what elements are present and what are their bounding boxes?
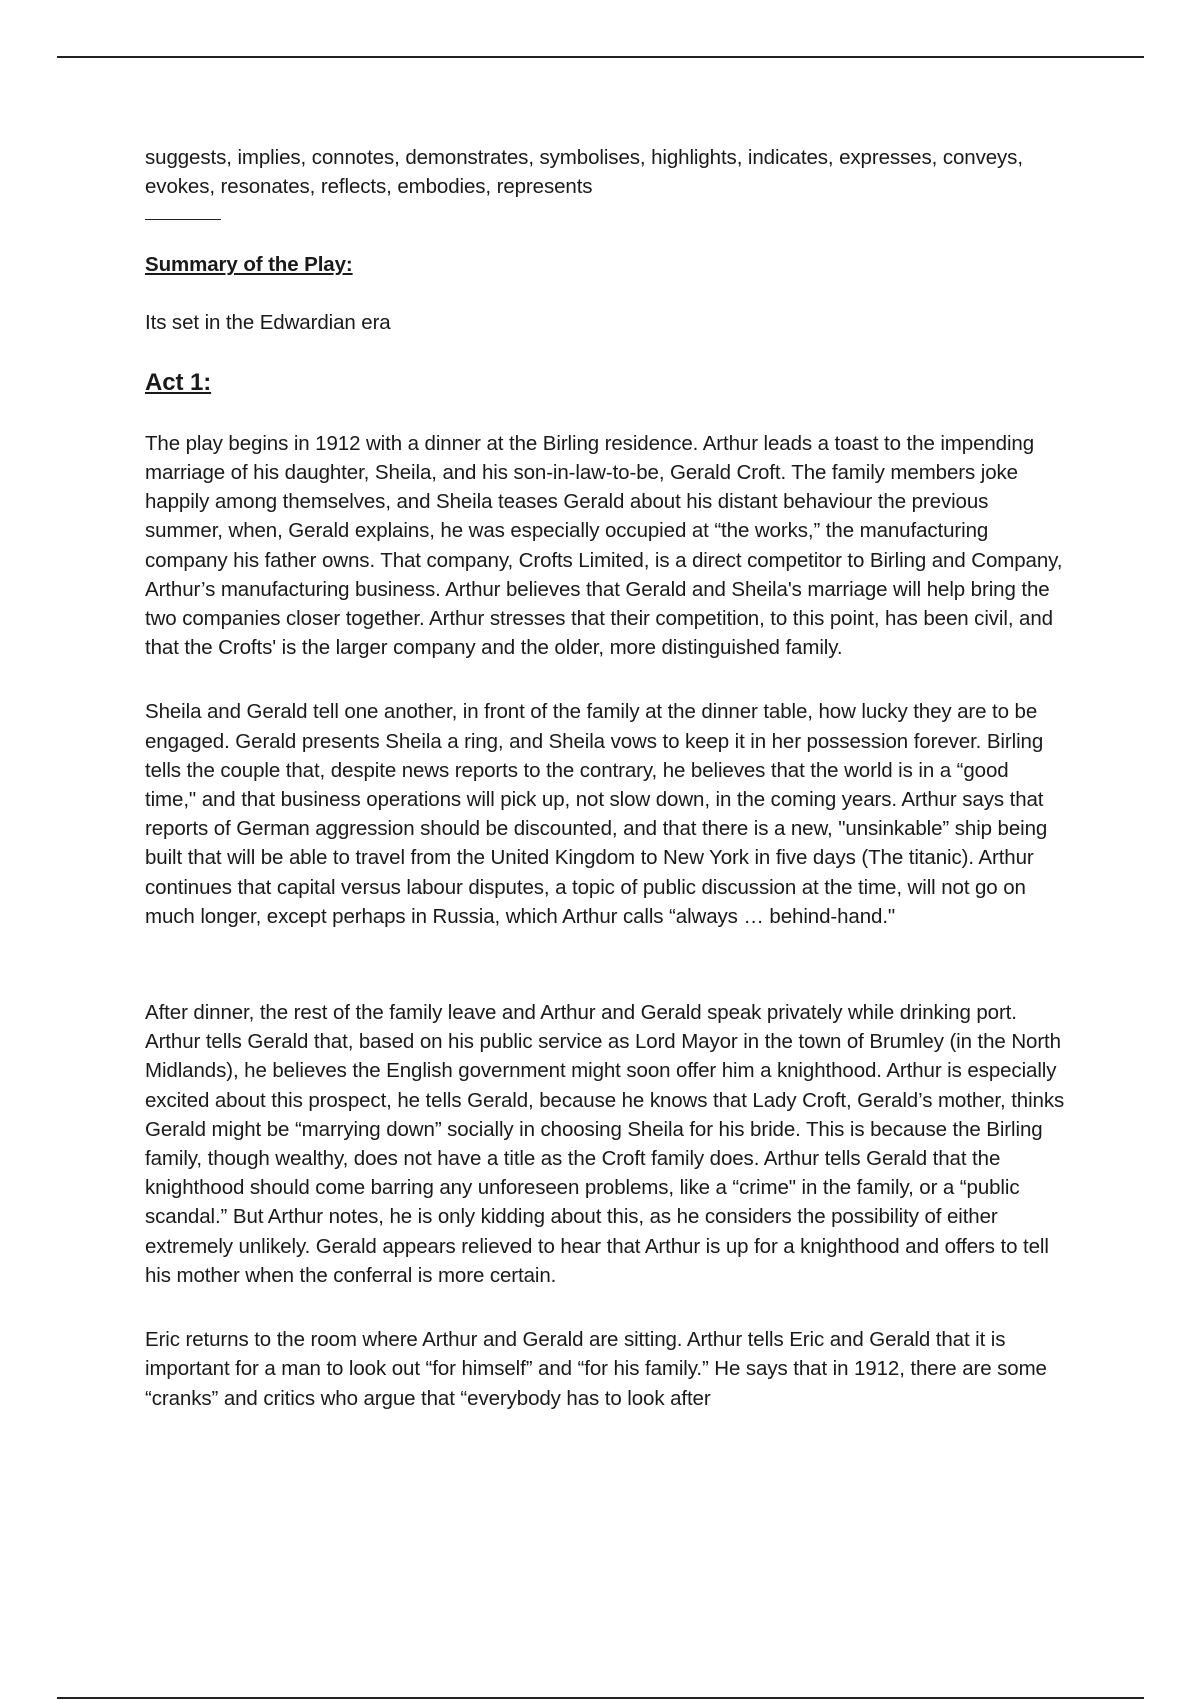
summary-heading: Summary of the Play: (145, 253, 353, 277)
paragraph-dinner: The play begins in 1912 with a dinner at the Birling residence. Arthur leads a toast to the impending marriage of his daughter, Sheila, and his son-in-law-to-be, Gerald Croft. The family members joke happily among themselves, and Sheila teases Gerald about his distant behaviour the previous summer, when, Gerald explains, he was especially occupied at “the works,” the manufacturing company his father owns. That company, Crofts Limited, is a direct competitor to Birling and Company, Arthur’s manufacturing business. Arthur believes that Gerald and Sheila's marriage will help bring the two companies closer together. Arthur stresses that their competition, to this point, has been civil, and that the Crofts' is the larger company and the older, more distinguished family. (145, 431, 1063, 660)
setting-line: Its set in the Edwardian era (145, 310, 391, 334)
bottom-page-rule (57, 1697, 1144, 1699)
paragraph-after-dinner: After dinner, the rest of the family leave and Arthur and Gerald speak privately while drinking port. Arthur tells Gerald that, based on his public service as Lord Mayor in the town of Brumley (in the North Midlands), he believes the English government might soon offer him a knighthood. Arthur is especially excited about this prospect, he tells Gerald, because he knows that Lady Croft, Gerald’s mother, thinks Gerald might be “marrying down” socially in choosing Sheila for his bride. This is because the Birling family, though wealthy, does not have a title as the Croft family does. Arthur tells Gerald that the knighthood should come barring any unforeseen problems, like a “crime" in the family, or a “public scandal.” But Arthur notes, he is only kidding about this, as he considers the possibility of either extremely unlikely. Gerald appears relieved to hear that Arthur is up for a knighthood and offers to tell his mother when the conferral is more certain. (145, 1001, 1065, 1287)
paragraph-eric-returns: Eric returns to the room where Arthur and Gerald are sitting. Arthur tells Eric and Gerald that it is important for a man to look out “for himself” and “for his family.” He says that in 1912, there are some “cranks” and critics who argue that “everybody has to look after (145, 1328, 1047, 1410)
short-divider (145, 219, 221, 220)
document-body (145, 143, 1065, 1413)
act-1-heading: Act 1: (145, 368, 212, 396)
top-page-rule (57, 56, 1144, 58)
paragraph-engagement: Sheila and Gerald tell one another, in front of the family at the dinner table, how lucky they are to be engaged. Gerald presents Sheila a ring, and Sheila vows to keep it in her possession forever. Birling tells the couple that, despite news reports to the contrary, he believes that the world is in a “good time," and that business operations will pick up, not slow down, in the coming years. Arthur says that reports of German aggression should be discounted, and that there is a new, "unsinkable” ship being built that will be able to travel from the United Kingdom to New York in five days (The titanic). Arthur continues that capital versus labour disputes, a topic of public discussion at the time, will not go on much longer, except perhaps in Russia, which Arthur calls “always … behind-hand." (145, 700, 1048, 928)
vocabulary-list: suggests, implies, connotes, demonstrates, symbolises, highlights, indicates, expresses, conveys, evokes, resonates, reflects, embodies, represents (145, 146, 1023, 199)
